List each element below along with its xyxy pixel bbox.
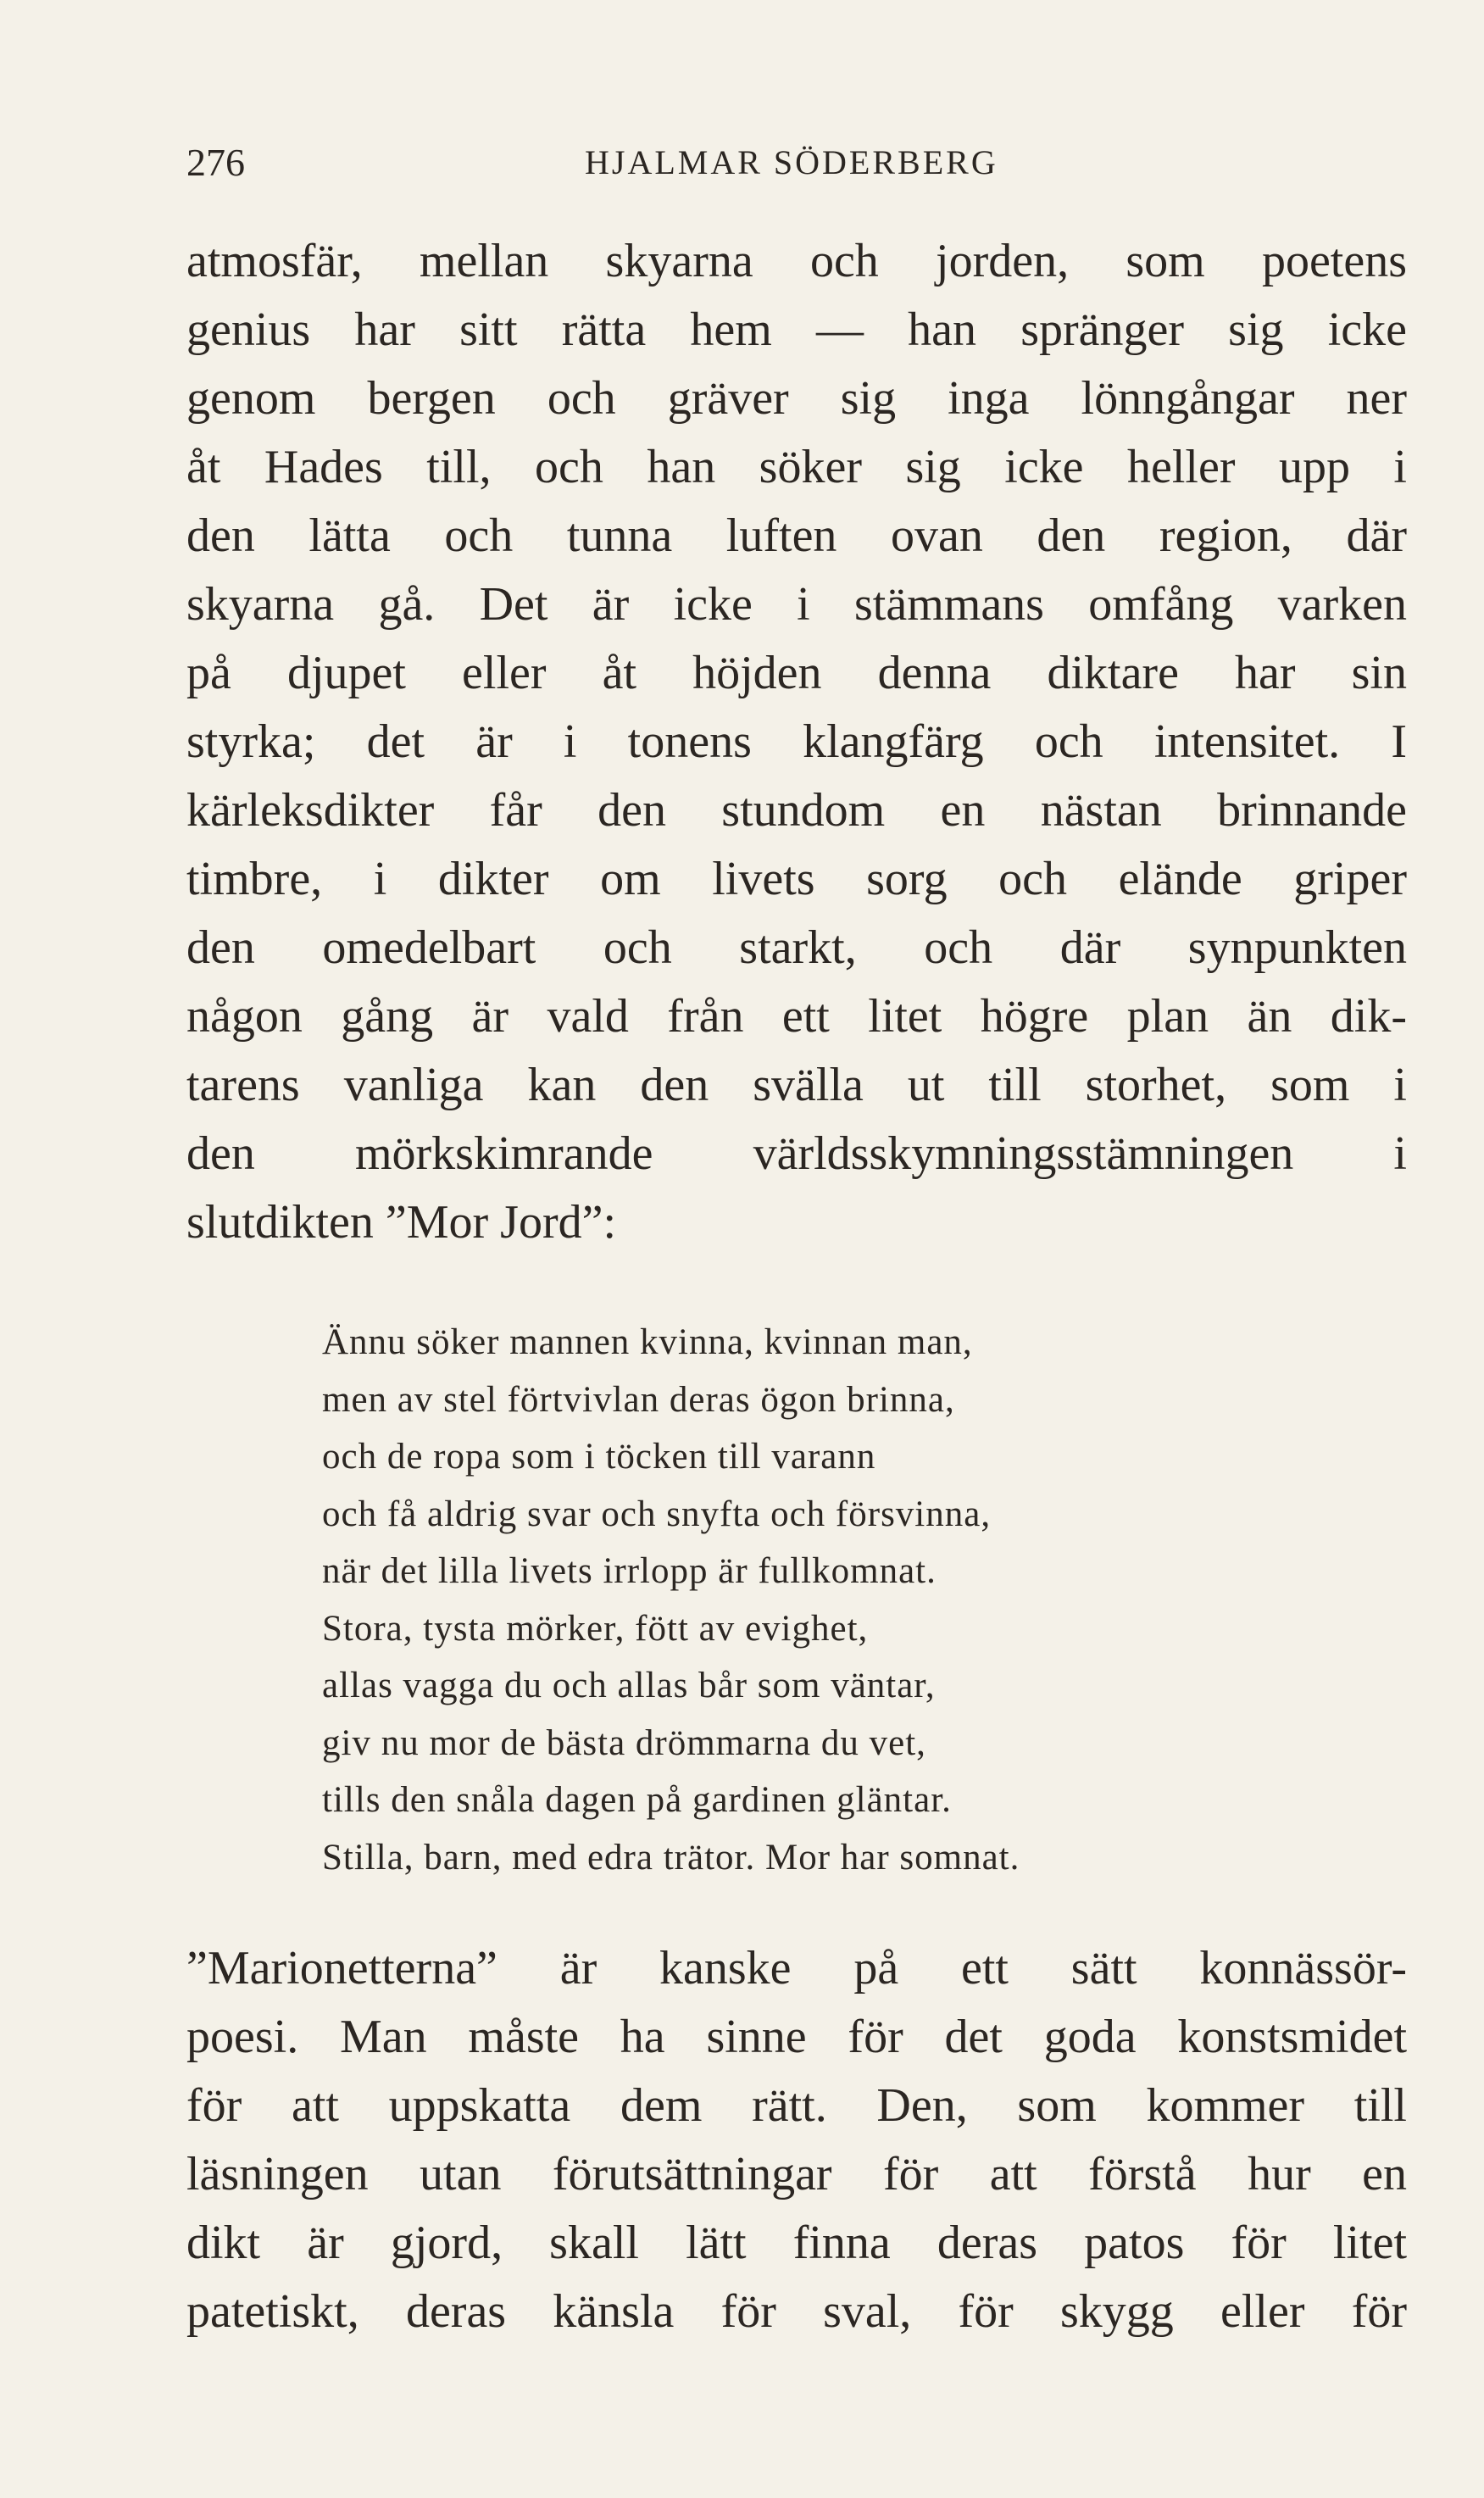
text-line: dikt är gjord, skall lätt finna deras patos för litet bbox=[186, 2217, 1407, 2269]
text-line: slutdikten ”Mor Jord”: bbox=[186, 1196, 617, 1249]
poem-line: men av stel förtvivlan deras ögon brinna, bbox=[322, 1379, 955, 1420]
poem-line: giv nu mor de bästa drömmarna du vet, bbox=[322, 1722, 926, 1763]
poem-line: och de ropa som i töcken till varann bbox=[322, 1437, 876, 1477]
text-line: poesi. Man måste ha sinne för det goda konstsmidet bbox=[186, 2011, 1407, 2063]
poem-line: Ännu söker mannen kvinna, kvinnan man, bbox=[322, 1322, 973, 1362]
text-line: kärleksdikter får den stundom en nästan brinnande bbox=[186, 784, 1407, 837]
page-header bbox=[186, 137, 1407, 188]
text-line: atmosfär, mellan skyarna och jorden, som poetens bbox=[186, 235, 1407, 287]
text-line: den lätta och tunna luften ovan den region, där bbox=[186, 509, 1407, 562]
poem-line: Stora, tysta mörker, fött av evighet, bbox=[322, 1608, 869, 1649]
text-line: timbre, i dikter om livets sorg och elände griper bbox=[186, 853, 1407, 905]
text-line: genius har sitt rätta hem — han spränger sig icke bbox=[186, 303, 1407, 356]
paragraph-1 bbox=[186, 227, 1407, 1257]
poem-line: när det lilla livets irrlopp är fullkomnat. bbox=[322, 1551, 937, 1591]
text-line: åt Hades till, och han söker sig icke heller upp i bbox=[186, 441, 1407, 493]
text-line: någon gång är vald från ett litet högre plan än dik- bbox=[186, 990, 1407, 1043]
poem-line: och få aldrig svar och snyfta och försvinna, bbox=[322, 1494, 992, 1534]
text-line: läsningen utan förutsättningar för att förstå hur en bbox=[186, 2148, 1407, 2200]
poem-line: Stilla, barn, med edra trätor. Mor har somnat. bbox=[322, 1837, 1020, 1878]
text-line: den omedelbart och starkt, och där synpunkten bbox=[186, 921, 1407, 974]
running-head: HJALMAR SÖDERBERG bbox=[585, 143, 998, 181]
page-number: 276 bbox=[186, 141, 245, 184]
text-line: tarens vanliga kan den svälla ut till storhet, som i bbox=[186, 1059, 1407, 1111]
poem-line: allas vagga du och allas bår som väntar, bbox=[322, 1666, 936, 1705]
text-line: patetiskt, deras känsla för sval, för skygg eller för bbox=[186, 2285, 1407, 2338]
text-line: ”Marionetterna” är kanske på ett sätt konnässör- bbox=[186, 1942, 1407, 1995]
text-line: skyarna gå. Det är icke i stämmans omfång varken bbox=[186, 578, 1407, 631]
poem-quote bbox=[322, 1314, 1322, 1886]
text-line: den mörkskimrande världsskymningsstämningen i bbox=[186, 1127, 1407, 1180]
text-line: styrka; det är i tonens klangfärg och intensitet. I bbox=[186, 715, 1407, 768]
text-line: genom bergen och gräver sig inga lönngångar ner bbox=[186, 372, 1407, 425]
paragraph-2 bbox=[186, 1934, 1407, 2346]
text-line: på djupet eller åt höjden denna diktare har sin bbox=[186, 647, 1407, 699]
poem-line: tills den snåla dagen på gardinen gläntar. bbox=[322, 1780, 952, 1820]
text-line: för att uppskatta dem rätt. Den, som kommer till bbox=[186, 2079, 1407, 2132]
